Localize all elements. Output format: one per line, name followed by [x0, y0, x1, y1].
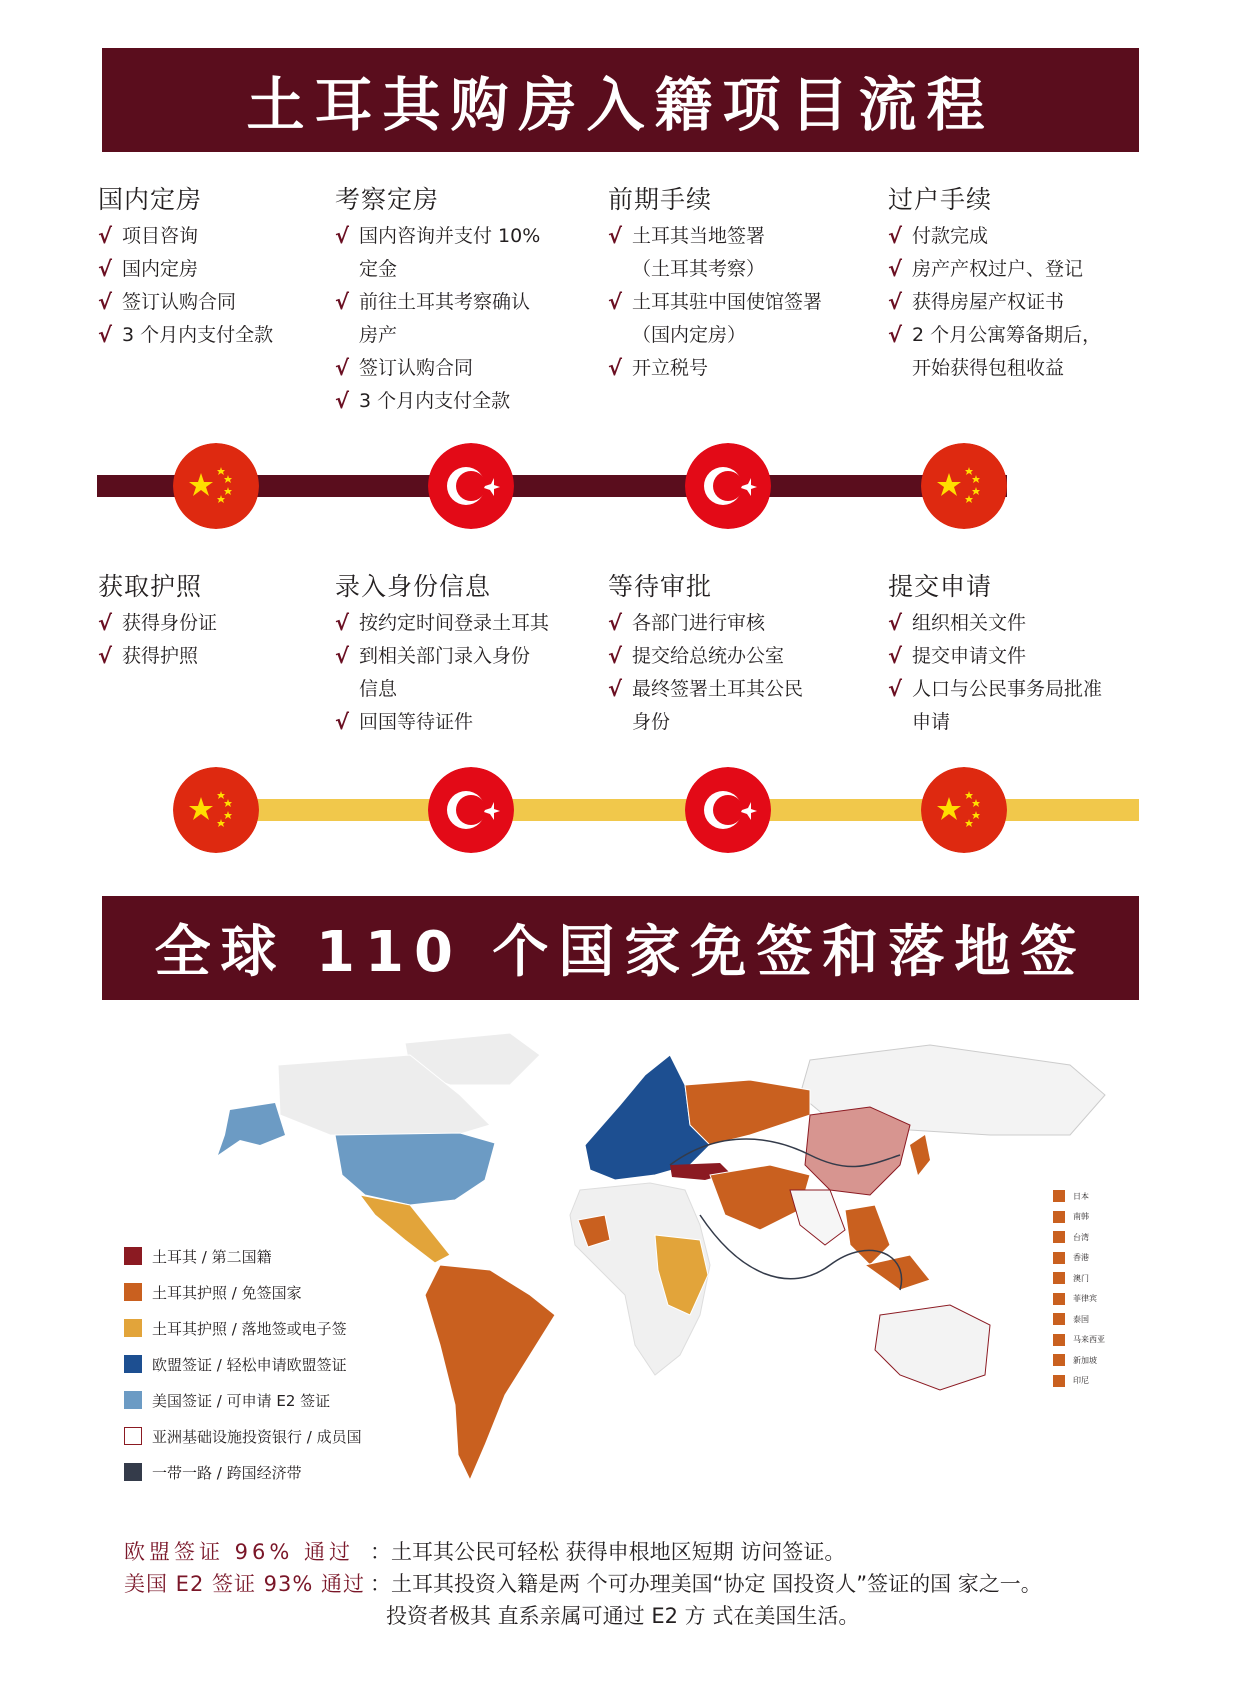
region-item: 台湾	[1053, 1227, 1105, 1248]
us-visa-text: ：土耳其投资入籍是两 个可办理美国“协定 国投资人”签证的国 家之一。	[370, 1572, 1042, 1596]
step-item-continued: 申请	[912, 711, 951, 733]
china-flag-icon	[921, 767, 1007, 853]
step-item: √ 获得身份证	[98, 607, 358, 640]
check-icon: √	[98, 644, 113, 668]
region-item: 日本	[1053, 1186, 1105, 1207]
step-item: √ 提交申请文件	[888, 640, 1148, 673]
step-item: √ 各部门进行审核	[608, 607, 868, 640]
check-icon: √	[335, 710, 350, 734]
region-swatch	[1053, 1272, 1065, 1284]
eu-visa-label: 欧盟签证 96% 通过	[124, 1540, 355, 1564]
region-swatch	[1053, 1211, 1065, 1223]
check-icon: √	[335, 389, 350, 413]
region-item: 南韩	[1053, 1207, 1105, 1228]
region-swatch	[1053, 1231, 1065, 1243]
turkey-flag-icon	[428, 767, 514, 853]
region-item: 香港	[1053, 1248, 1105, 1269]
region-item: 马来西亚	[1053, 1330, 1105, 1351]
step-item: √ 前往土耳其考察确认	[335, 286, 595, 319]
step-item-continued: 房产	[359, 324, 398, 346]
check-icon: √	[608, 644, 623, 668]
check-icon: √	[335, 356, 350, 380]
china-flag-icon	[173, 443, 259, 529]
region-item: 澳门	[1053, 1268, 1105, 1289]
legend-swatch	[124, 1247, 142, 1265]
check-icon: √	[608, 290, 623, 314]
us-visa-text-extra: 投资者极其 直系亲属可通过 E2 方 式在美国生活。	[386, 1604, 860, 1628]
step-item: √ 组织相关文件	[888, 607, 1148, 640]
check-icon: √	[608, 611, 623, 635]
step-item: √ 土耳其当地签署	[608, 220, 868, 253]
region-swatch	[1053, 1334, 1065, 1346]
check-icon: √	[888, 290, 903, 314]
step-item: √ 回国等待证件	[335, 706, 595, 739]
legend-swatch	[124, 1463, 142, 1481]
step-item: √ 付款完成	[888, 220, 1148, 253]
step-item: √ 签订认购合同	[335, 352, 595, 385]
step-title: 提交申请	[888, 572, 993, 601]
region-swatch	[1053, 1354, 1065, 1366]
check-icon: √	[888, 611, 903, 635]
legend-swatch	[124, 1427, 142, 1445]
step-card	[335, 567, 595, 739]
turkey-flag-icon	[428, 443, 514, 529]
region-swatch	[1053, 1375, 1065, 1387]
check-icon: √	[608, 356, 623, 380]
map-legend	[124, 1238, 362, 1490]
step-card	[888, 180, 1148, 385]
step-card	[608, 567, 868, 739]
check-icon: √	[98, 290, 113, 314]
step-item: √ 按约定时间登录土耳其	[335, 607, 595, 640]
step-item: √ 获得护照	[98, 640, 358, 673]
region-swatch	[1053, 1190, 1065, 1202]
step-title: 过户手续	[888, 185, 993, 214]
step-card	[335, 180, 595, 418]
china-flag-icon	[173, 767, 259, 853]
check-icon: √	[335, 290, 350, 314]
check-icon: √	[888, 257, 903, 281]
step-item: √ 国内咨询并支付 10%	[335, 220, 595, 253]
legend-item: 土耳其护照 / 落地签或电子签	[124, 1310, 362, 1346]
check-icon: √	[888, 644, 903, 668]
step-item: √ 项目咨询	[98, 220, 358, 253]
legend-item: 美国签证 / 可申请 E2 签证	[124, 1382, 362, 1418]
us-visa-label: 美国 E2 签证 93% 通过	[124, 1572, 366, 1596]
step-item: √ 签订认购合同	[98, 286, 358, 319]
step-item-continued: （土耳其考察）	[632, 258, 766, 280]
step-title: 录入身份信息	[335, 572, 492, 601]
region-item: 新加坡	[1053, 1350, 1105, 1371]
step-item: √ 获得房屋产权证书	[888, 286, 1148, 319]
step-card	[98, 180, 358, 352]
china-flag-icon	[921, 443, 1007, 529]
step-item: √ 2 个月公寓筹备期后，	[888, 319, 1148, 352]
turkey-flag-icon	[685, 767, 771, 853]
check-icon: √	[335, 644, 350, 668]
check-icon: √	[335, 611, 350, 635]
legend-swatch	[124, 1355, 142, 1373]
step-item: √ 3 个月内支付全款	[98, 319, 358, 352]
legend-item: 欧盟签证 / 轻松申请欧盟签证	[124, 1346, 362, 1382]
visa-title-banner	[102, 896, 1139, 1000]
step-item: √ 3 个月内支付全款	[335, 385, 595, 418]
region-swatch	[1053, 1293, 1065, 1305]
eu-visa-text: ：土耳其公民可轻松 获得申根地区短期 访问签证。	[370, 1540, 846, 1564]
region-item: 泰国	[1053, 1309, 1105, 1330]
check-icon: √	[888, 224, 903, 248]
step-item-continued: 信息	[359, 678, 398, 700]
legend-item: 一带一路 / 跨国经济带	[124, 1454, 362, 1490]
process-title: 土耳其购房入籍项目流程	[246, 71, 995, 139]
step-item: √ 国内定房	[98, 253, 358, 286]
legend-item: 土耳其 / 第二国籍	[124, 1238, 362, 1274]
check-icon: √	[608, 224, 623, 248]
turkey-flag-icon	[685, 443, 771, 529]
visa-title: 全球 110 个国家免签和落地签	[154, 920, 1087, 985]
step-item: √ 最终签署土耳其公民	[608, 673, 868, 706]
check-icon: √	[98, 257, 113, 281]
region-item: 印尼	[1053, 1371, 1105, 1392]
process-title-banner	[102, 48, 1139, 152]
region-swatch	[1053, 1313, 1065, 1325]
check-icon: √	[98, 224, 113, 248]
region-swatch	[1053, 1252, 1065, 1264]
step-item-continued: （国内定房）	[632, 324, 747, 346]
check-icon: √	[335, 224, 350, 248]
step-card	[608, 180, 868, 385]
step-item: √ 提交给总统办公室	[608, 640, 868, 673]
step-title: 考察定房	[335, 185, 440, 214]
step-card	[888, 567, 1148, 739]
step-item-continued: 定金	[359, 258, 398, 280]
legend-swatch	[124, 1319, 142, 1337]
step-item: √ 开立税号	[608, 352, 868, 385]
step-item-continued: 身份	[632, 711, 671, 733]
step-item-continued: 开始获得包租收益	[912, 357, 1065, 379]
step-item: √ 到相关部门录入身份	[335, 640, 595, 673]
check-icon: √	[608, 677, 623, 701]
legend-item: 亚洲基础设施投资银行 / 成员国	[124, 1418, 362, 1454]
step-item: √ 人口与公民事务局批准	[888, 673, 1148, 706]
step-item: √ 房产产权过户、登记	[888, 253, 1148, 286]
step-item: √ 土耳其驻中国使馆签署	[608, 286, 868, 319]
check-icon: √	[888, 677, 903, 701]
legend-swatch	[124, 1391, 142, 1409]
legend-swatch	[124, 1283, 142, 1301]
step-card	[98, 567, 358, 673]
check-icon: √	[888, 323, 903, 347]
check-icon: √	[98, 323, 113, 347]
check-icon: √	[98, 611, 113, 635]
step-title: 前期手续	[608, 185, 713, 214]
step-title: 等待审批	[608, 572, 713, 601]
region-item: 菲律宾	[1053, 1289, 1105, 1310]
legend-item: 土耳其护照 / 免签国家	[124, 1274, 362, 1310]
step-title: 获取护照	[98, 572, 203, 601]
region-legend	[1053, 1186, 1105, 1391]
step-title: 国内定房	[98, 185, 203, 214]
